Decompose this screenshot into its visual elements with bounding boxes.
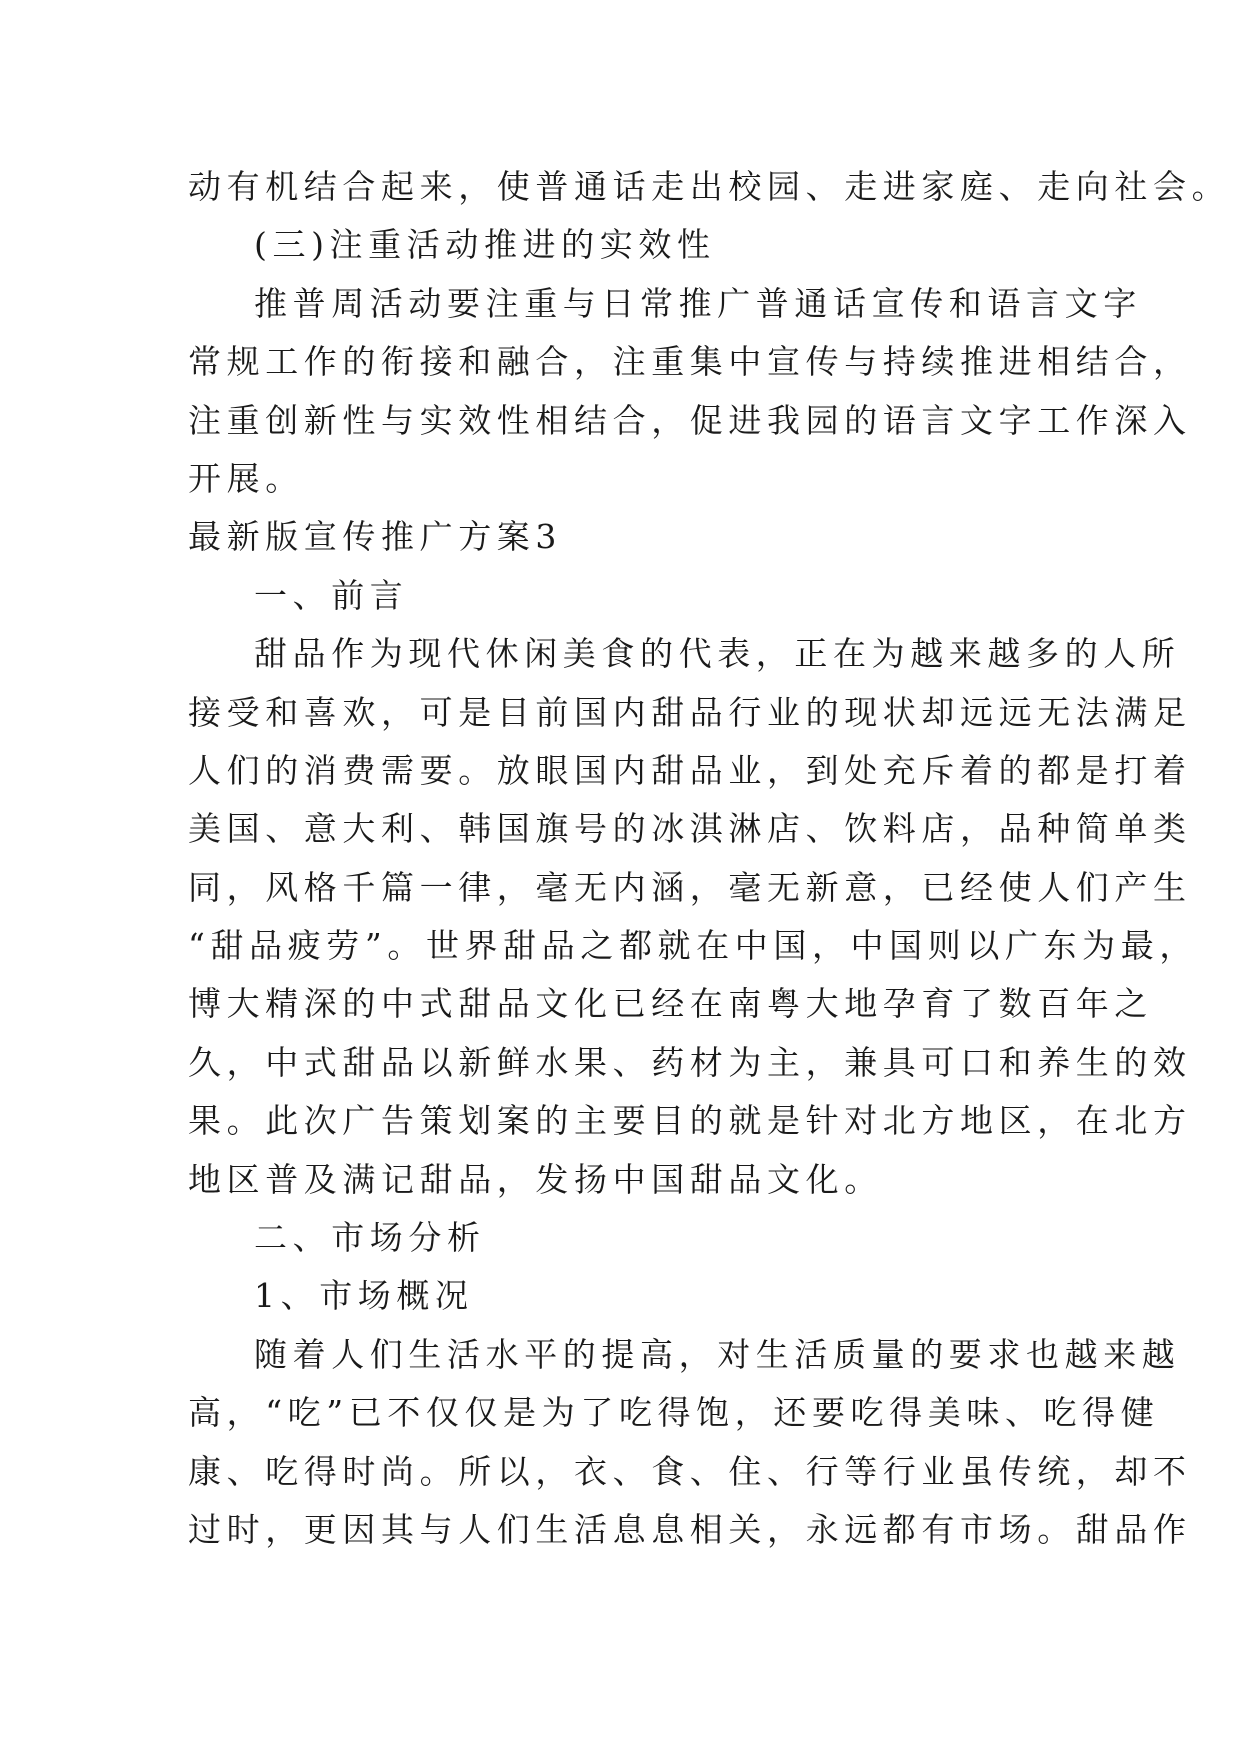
text-line: “甜品疲劳”。世界甜品之都就在中国，中国则以广东为最， (188, 926, 1198, 966)
document-title: 最新版宣传推广方案3 (188, 517, 562, 557)
text-line: 随着人们生活水平的提高，对生活质量的要求也越来越 (254, 1334, 1181, 1374)
text-line: 果。此次广告策划案的主要目的就是针对北方地区，在北方 (188, 1101, 1192, 1141)
text-line: 开展。 (188, 458, 304, 498)
text-line: 动有机结合起来，使普通话走出校园、走进家庭、走向社会。 (188, 167, 1231, 206)
text-line: 地区普及满记甜品，发扬中国甜品文化。 (188, 1159, 883, 1199)
subsection-heading: 1、市场概况 (254, 1276, 474, 1316)
section-heading: 一、前言 (254, 575, 409, 615)
text-line: 接受和喜欢，可是目前国内甜品行业的现状却远远无法满足 (188, 692, 1192, 732)
text-line: 人们的消费需要。放眼国内甜品业，到处充斥着的都是打着 (188, 750, 1192, 790)
text-line: 推普周活动要注重与日常推广普通话宣传和语言文字 (254, 283, 1142, 323)
text-line: 常规工作的衔接和融合，注重集中宣传与持续推进相结合， (188, 342, 1192, 382)
text-line: 久，中式甜品以新鲜水果、药材为主，兼具可口和养生的效 (188, 1042, 1192, 1082)
text-line: 美国、意大利、韩国旗号的冰淇淋店、饮料店，品种简单类 (188, 809, 1192, 849)
text-line: 高，“吃”已不仅仅是为了吃得饱，还要吃得美味、吃得健 (188, 1393, 1160, 1433)
text-line: 甜品作为现代休闲美食的代表，正在为越来越多的人所 (254, 634, 1181, 674)
text-line: 博大精深的中式甜品文化已经在南粤大地孕育了数百年之 (188, 984, 1153, 1024)
text-line: 注重创新性与实效性相结合，促进我园的语言文字工作深入 (188, 400, 1192, 440)
document-body (188, 158, 1231, 1559)
text-line: 康、吃得时尚。所以，衣、食、住、行等行业虽传统，却不 (188, 1451, 1192, 1491)
text-line: 过时，更因其与人们生活息息相关，永远都有市场。甜品作 (188, 1509, 1192, 1549)
section-heading: 二、市场分析 (254, 1218, 486, 1258)
text-line: 同，风格千篇一律，毫无内涵，毫无新意，已经使人们产生 (188, 867, 1192, 907)
section-heading: (三)注重活动推进的实效性 (254, 225, 716, 265)
